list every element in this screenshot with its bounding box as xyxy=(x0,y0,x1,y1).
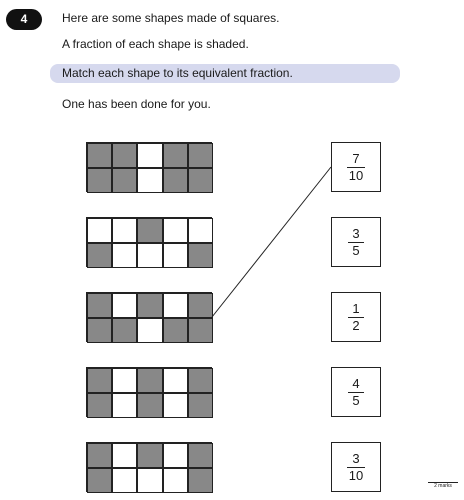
shape-2[interactable] xyxy=(86,217,212,267)
shaded-square xyxy=(87,443,112,468)
fraction-box-4[interactable] xyxy=(331,367,381,417)
shaded-square xyxy=(188,293,213,318)
fraction-numerator: 3 xyxy=(352,450,360,466)
shaded-square xyxy=(188,468,213,493)
fraction-box-3[interactable] xyxy=(331,292,381,342)
unshaded-square xyxy=(112,243,137,268)
question-number-badge: 4 xyxy=(6,9,42,30)
example-note: One has been done for you. xyxy=(62,97,211,111)
unshaded-square xyxy=(137,143,162,168)
fraction-box-2[interactable] xyxy=(331,217,381,267)
shaded-square xyxy=(112,318,137,343)
unshaded-square xyxy=(112,293,137,318)
unshaded-square xyxy=(163,443,188,468)
intro-text-2: A fraction of each shape is shaded. xyxy=(62,37,249,51)
fraction-numerator: 4 xyxy=(352,375,360,391)
shaded-square xyxy=(87,243,112,268)
fraction-numerator: 3 xyxy=(352,225,360,241)
shaded-square xyxy=(137,368,162,393)
unshaded-square xyxy=(112,443,137,468)
fraction-numerator: 1 xyxy=(352,300,360,316)
unshaded-square xyxy=(163,218,188,243)
shaded-square xyxy=(87,468,112,493)
shape-1[interactable] xyxy=(86,142,212,192)
unshaded-square xyxy=(137,168,162,193)
unshaded-square xyxy=(163,393,188,418)
shaded-square xyxy=(163,318,188,343)
shaded-square xyxy=(87,393,112,418)
unshaded-square xyxy=(188,218,213,243)
shaded-square xyxy=(87,318,112,343)
shaded-square xyxy=(188,318,213,343)
unshaded-square xyxy=(112,368,137,393)
intro-text-1: Here are some shapes made of squares. xyxy=(62,11,280,25)
shaded-square xyxy=(87,168,112,193)
fraction-box-5[interactable] xyxy=(331,442,381,492)
instruction-text: Match each shape to its equivalent fraction. xyxy=(62,66,293,80)
shaded-square xyxy=(188,393,213,418)
unshaded-square xyxy=(112,468,137,493)
shape-3[interactable] xyxy=(86,292,212,342)
unshaded-square xyxy=(112,393,137,418)
fraction-denominator: 5 xyxy=(352,392,360,408)
shaded-square xyxy=(137,218,162,243)
shaded-square xyxy=(188,143,213,168)
shaded-square xyxy=(188,243,213,268)
shaded-square xyxy=(112,143,137,168)
shaded-square xyxy=(163,143,188,168)
unshaded-square xyxy=(163,368,188,393)
fraction-denominator: 10 xyxy=(348,167,364,183)
shaded-square xyxy=(137,293,162,318)
shape-5[interactable] xyxy=(86,442,212,492)
shaded-square xyxy=(87,143,112,168)
instruction-banner xyxy=(50,64,400,83)
unshaded-square xyxy=(137,243,162,268)
shaded-square xyxy=(137,443,162,468)
fraction-numerator: 7 xyxy=(352,150,360,166)
shape-4[interactable] xyxy=(86,367,212,417)
unshaded-square xyxy=(163,243,188,268)
fraction-denominator: 5 xyxy=(352,242,360,258)
shaded-square xyxy=(188,443,213,468)
fraction-denominator: 10 xyxy=(348,467,364,483)
unshaded-square xyxy=(163,468,188,493)
marks-label: 2 marks xyxy=(428,482,458,490)
unshaded-square xyxy=(87,218,112,243)
shaded-square xyxy=(188,368,213,393)
shaded-square xyxy=(112,168,137,193)
unshaded-square xyxy=(163,293,188,318)
fraction-denominator: 2 xyxy=(352,317,360,333)
unshaded-square xyxy=(137,318,162,343)
shaded-square xyxy=(87,293,112,318)
unshaded-square xyxy=(112,218,137,243)
shaded-square xyxy=(137,393,162,418)
shaded-square xyxy=(87,368,112,393)
shaded-square xyxy=(188,168,213,193)
unshaded-square xyxy=(137,468,162,493)
shaded-square xyxy=(163,168,188,193)
fraction-box-1[interactable] xyxy=(331,142,381,192)
